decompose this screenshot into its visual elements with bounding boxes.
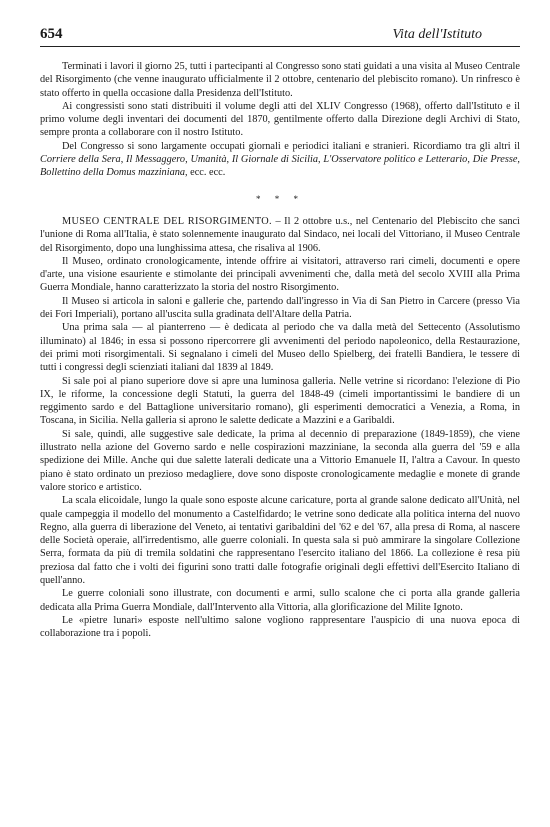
paragraph-museum-layout: Il Museo si articola in saloni e gallerie che, partendo dall'ingresso in Via di San Pietro in Carcere (presso Via dei Fori Imperiali), portano all'uscita sulla gradinata dell'Altare della Patria. [40,295,520,321]
periodical-die-presse: Die Presse [472,154,518,166]
page-number: 654 [40,26,63,42]
periodical-giornale-sicilia: Il Giornale di Sicilia [231,154,318,166]
press-text-outro: , ecc. ecc. [185,167,226,179]
paragraph-first-hall: Una prima sala — al pianterreno — è dedicata al periodo che va dalla metà del Settecento (Assolutismo illuminato) al 1846; in essa si possono ripercorrere gli avvenimenti del periodo napoleonico, della Restaurazione, dei primi moti risorgimentali. Si segnalano i cimeli del Museo dello Spielberg, dei fratelli Bandiera, le tessere di tutti i congressi degli scienziati italiani dal 1839 al 1849. [40,322,520,374]
periodical-osservatore: L'Osservatore politico e Letterario [323,154,468,166]
running-head: Vita dell'Istituto [392,27,482,42]
paragraph-museum-intro [40,215,520,255]
document-page [40,26,520,640]
paragraph-lunar-stones: Le «pietre lunari» esposte nell'ultimo salone vogliono rappresentare l'auspicio di una nuova epoca di collaborazione tra i popoli. [40,614,520,640]
paragraph-preparation-halls: Si sale, quindi, alle suggestive sale dedicate, la prima al decennio di preparazione (1849-1859), che viene illustrato nella azione del Governo sardo e nelle cospirazioni mazziniane, la seconda alla guerra del '59 e alla spedizione dei Mille. Anche qui due salette laterali dedicate una a Vittorio Emanuele II, l'altra a Cavour. In questo piano è stato ordinato un prezioso medagliere, dove sono disposte cronologicamente medaglie e monete di grande valore storico e artistico. [40,428,520,493]
periodical-messaggero: Il Messaggero [126,154,186,166]
periodical-corriere: Corriere della Sera [40,154,121,166]
page-header [40,26,520,47]
periodical-unita: Umanità [190,154,227,166]
periodical-bollettino: Bollettino della Domus mazziniana [40,167,186,179]
paragraph-congress-visit: Terminati i lavori il giorno 25, tutti i partecipanti al Congresso sono stati guidati a una visita al Museo Centrale del Risorgimento (che venne inaugurato ufficialmente il 2 ottobre, centenario del plebiscito romano). Un rinfresco è stato offerto in quella occasione dalla Presidenza dell'Istituto. [40,61,520,99]
paragraph-press-coverage: Del Congresso si sono largamente occupati giornali e periodici italiani e stranieri. Ricordiamo tra gli altri il Corriere della Sera, Il Messaggero, Umanità, Il Giornale di Sicilia, L'Osservatore politico e Letterario, Die Presse, Bollettino della Domus mazziniana, ecc. ecc. [40,140,520,179]
paragraph-unity-salon: La scala elicoidale, lungo la quale sono esposte alcune caricature, porta al grande salone dedicato all'Unità, nel quale campeggia il modello del monumento a Castelfidardo; le vetrine sono dedicate alla politica interna del nuovo Regno, alla guerra di liberazione del Veneto, ai tentativi garibaldini del '62 e del '67, alla presa di Roma, al nascere delle Società operaie, all'irredentismo, alle guerre coloniali. In questa sala si può ammirare la singolare Collezione Serra, formata da più di tremila soldatini che rappresentano l'esercito italiano del 1866. La collezione è resa più preziosa dal fatto che i volti dei figurini sono tratti dalle fotografie originali degli effettivi dell'Esercito Italiano di quell'anno. [40,495,520,586]
section-separator: * * * [256,193,304,204]
museum-intro-text: – Il 2 ottobre u.s., nel Centenario del Plebiscito che sancì l'unione di Roma all'Italia, è stato solennemente inaugurato dal Sindaco, nei locali del Vittoriano, il Museo Centrale del Risorgimento, dopo una lunghissima attesa, che risaliva al 1906. [40,215,520,254]
paragraph-museum-purpose: Il Museo, ordinato cronologicamente, intende offrire ai visitatori, attraverso rari cimeli, documenti e opere d'arte, una visione esauriente e stimolante dei principali avvenimenti che, dalla metà del secolo XVIII alla Prima Guerra Mondiale, hanno caratterizzato la storia del nostro Risorgimento. [40,255,520,294]
page-body [40,60,520,640]
paragraph-colonial-wars: Le guerre coloniali sono illustrate, con documenti e armi, sullo scalone che ci porta alla grande galleria dedicata alla Prima Guerra Mondiale, dall'Intervento alla Vittoria, alla glorificazione del Milite Ignoto. [40,588,520,613]
press-text-intro: Del Congresso si sono largamente occupati giornali e periodici italiani e stranieri. Ricordiamo tra gli altri il [62,140,520,152]
paragraph-congress-volumes: Ai congressisti sono stati distribuiti il volume degli atti del XLIV Congresso (1968), offerto dall'Istituto e il primo volume degli inventari dei documenti del 1870, gentilmente offerto dalla Direzione degli Archivi di Stato, sempre pronta a collaborare con il nostro Istituto. [40,100,520,139]
paragraph-upper-gallery: Si sale poi al piano superiore dove si apre una luminosa galleria. Nelle vetrine si ricordano: l'elezione di Pio IX, le riforme, la concessione degli Statuti, la guerra del 1848-49 (cimeli importantissimi le bandiere di un reggimento sardo e del Battaglione universitario romano), gli esperimenti democratici a Venezia, a Roma, in Toscana, in Sicilia. Nella galleria si aprono le salette dedicate a Mazzini e a Garibaldi. [40,375,520,427]
section-heading: MUSEO CENTRALE DEL RISORGIMENTO. [62,215,272,227]
